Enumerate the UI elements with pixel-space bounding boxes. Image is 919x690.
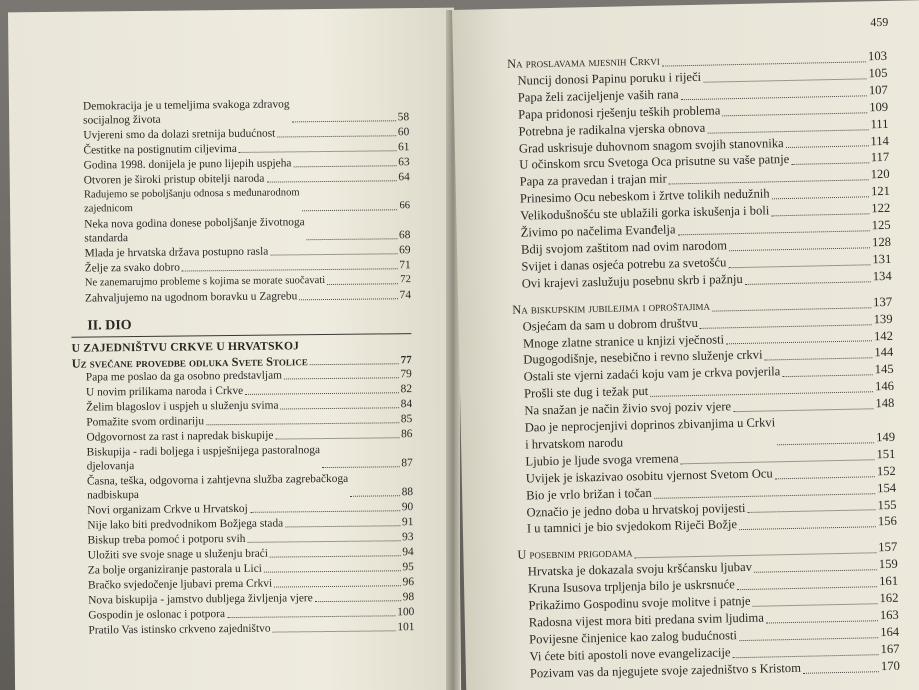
- toc-entry-page: 161: [879, 573, 899, 589]
- toc-entry-title: Želje za svako dobro: [84, 261, 180, 275]
- toc-entry-page: 144: [874, 345, 894, 360]
- toc-leader: [302, 209, 398, 211]
- toc-entry-page: 71: [399, 259, 411, 272]
- toc-leader: [782, 374, 872, 377]
- toc-leader: [285, 525, 400, 527]
- toc-leader: [239, 150, 396, 153]
- toc-entry-title: U novim prilikama naroda i Crkve: [85, 384, 244, 399]
- toc-leader: [270, 253, 397, 255]
- toc-leader: [766, 620, 878, 623]
- toc-entry-page: 139: [873, 311, 893, 326]
- toc-entry-page: 60: [397, 126, 410, 139]
- toc-entry-page: 63: [398, 156, 410, 169]
- toc-entry-page: 100: [397, 606, 415, 619]
- toc-entry-title: U očinskom srcu Svetoga Oca prisutne su vaše patnje: [519, 152, 790, 173]
- toc-entry-title: Radosna vijest mora biti predana svim ljudima: [528, 610, 764, 630]
- toc-entry-title: Bio je vrlo brižan i točan: [526, 485, 652, 503]
- toc-entry-title: Papa me poslao da ga osobno predstavljam: [85, 369, 283, 384]
- toc-leader: [299, 298, 397, 300]
- toc-entry-page: 162: [879, 590, 899, 606]
- toc-leader: [315, 600, 401, 602]
- toc-leader: [245, 392, 398, 395]
- toc-leader: [739, 527, 876, 531]
- toc-leader: [786, 146, 869, 149]
- toc-leader: [281, 407, 399, 409]
- toc-entry-title: Biskupija - radi boljega i uspješnijega pastoralnoga djelovanja: [86, 444, 321, 473]
- toc-leader: [247, 540, 400, 543]
- toc-entry-title: Pratilo Vas istinsko crkveno zajedništvo: [88, 622, 271, 637]
- toc-entry-title: Označio je jedno doba u hrvatskoj povijesti: [526, 500, 746, 520]
- toc-entry-title: Na biskupskim jubilejima i oproštajima: [512, 298, 711, 317]
- toc-leader: [739, 637, 878, 641]
- toc-entry-title: Prinesimo Ocu nebeskom i žrtve tolikih nedužnih: [519, 186, 770, 206]
- toc-entry-page: 146: [874, 379, 895, 394]
- toc-entry-page: 164: [880, 624, 900, 640]
- toc-entry-title: Otvoren je široki pristup obitelji naroda: [83, 172, 265, 187]
- toc-entry: [70, 214, 410, 246]
- toc-leader: [307, 238, 397, 240]
- toc-entry-page: 109: [869, 99, 889, 115]
- toc-entry-page: 84: [400, 398, 413, 411]
- toc-leader: [293, 165, 396, 167]
- toc-entry-title: Bdij svojom zaštitom nad ovim narodom: [520, 238, 728, 257]
- toc-entry-title: Dugogodišnje, nesebično i revno služenje crkvi: [523, 347, 763, 367]
- toc-entry-title: Ovi krajevi zaslužuju posebnu skrb i pažnju: [521, 271, 743, 291]
- toc-entry-title: Na snažan je način živio svoj poziv vjere: [524, 399, 732, 418]
- toc-leader: [275, 437, 399, 439]
- toc-entry-page: 58: [397, 111, 410, 124]
- toc-entry-title: Prikažimo Gospodinu svoje molitve i patnje: [528, 593, 751, 613]
- toc-leader: [745, 281, 871, 285]
- toc-entry-page: 151: [876, 446, 896, 462]
- toc-entry-page: 61: [397, 141, 410, 154]
- toc-entry-page: 163: [879, 607, 899, 623]
- toc-entry-page: 72: [400, 274, 411, 286]
- toc-leader: [728, 264, 870, 268]
- toc-entry-title: Osjećam da sam u dobrom društvu: [522, 315, 698, 334]
- toc-entry-page: 87: [401, 457, 413, 470]
- toc-leader: [266, 180, 396, 182]
- toc-entry-page: 103: [867, 48, 888, 64]
- toc-entry-page: 157: [878, 540, 898, 555]
- toc-entry-title: Godina 1998. donijela je puno lijepih uspjeha: [83, 157, 292, 172]
- toc-entry-page: 90: [401, 501, 414, 514]
- toc-entry-title: Odgovornost za rast i napredak biskupije: [86, 429, 274, 444]
- toc-entry-page: 111: [870, 116, 889, 131]
- toc-leader: [350, 495, 399, 497]
- page-number: 459: [870, 14, 889, 30]
- toc-entry-title: Kruna Isusova trpljenja bilo je uskrsnuće: [527, 577, 735, 596]
- toc-leader: [227, 615, 395, 618]
- toc-entry: [73, 471, 413, 503]
- toc-entry-title: Mlada je hrvatska država postupno rasla: [84, 245, 269, 260]
- toc-entry-page: 122: [871, 201, 891, 216]
- toc-entry-page: 152: [876, 463, 896, 478]
- toc-entry-title: Grad uskrisuje duhovnom snagom svojih stanovnika: [518, 135, 784, 156]
- toc-entry-title: Ostali ste vjerni zadaći koju vam je crkva povjerila: [523, 364, 781, 384]
- toc-entry-title: Za bolje organiziranje pastorala u Lici: [87, 562, 262, 577]
- left-page: [8, 8, 461, 690]
- toc-leader: [273, 630, 396, 632]
- toc-leader: [722, 112, 867, 116]
- toc-entry-title: Uvijek je iskazivao osobitu vjernost Svetom Ocu: [525, 466, 773, 486]
- toc-entry-title: Dao je neprocjenjivi doprinos zbivanjima u Crkvi i hrvatskom narodu: [524, 415, 776, 452]
- toc-entry-title: Nuncij donosi Papinu poruku i riječi: [517, 69, 702, 88]
- toc-entry-page: 128: [871, 234, 892, 250]
- toc-leader: [270, 555, 400, 557]
- toc-list-bottom: [72, 367, 415, 639]
- toc-leader: [772, 196, 869, 199]
- toc-entry-title: Zahvaljujemo na ugodnom boravku u Zagrebu: [84, 290, 298, 305]
- toc-entry-title: Živimo po načelima Evanđelja: [520, 222, 676, 240]
- toc-entry-page: 121: [870, 184, 891, 199]
- toc-entry-title: Uvjereni smo da dolazi sretnija budućnost: [83, 127, 276, 142]
- toc-leader: [729, 247, 870, 251]
- toc-entry-title: Na proslavama mjesnih Crkvi: [506, 53, 660, 71]
- toc-entry-page: 79: [400, 368, 412, 381]
- toc-entry-title: Hrvatska je dokazala svoju kršćansku ljubav: [527, 560, 753, 579]
- toc-entry-title: Ljubio je ljude svoga vremena: [525, 451, 679, 469]
- toc-entry-title: Novi organizam Crkve u Hrvatskoj: [87, 502, 248, 517]
- toc-entry-page: 68: [398, 229, 411, 242]
- toc-leader: [182, 268, 397, 271]
- toc-entry-title: Potrebna je radikalna vjerska obnova: [518, 120, 706, 139]
- toc-entry-page: 117: [870, 150, 890, 165]
- toc-entry-title: Gospodin je oslonac i potpora: [88, 608, 226, 622]
- toc-entry-title: Vi ćete biti apostoli nove evangelizacije: [529, 645, 731, 664]
- toc-leader: [791, 163, 869, 166]
- toc-list-top: [69, 96, 411, 307]
- toc-entry-title: Prošli ste dug i težak put: [523, 384, 649, 401]
- toc-list-right: [507, 48, 900, 682]
- toc-entry-page: 101: [397, 621, 415, 634]
- toc-entry-page: 155: [877, 497, 897, 512]
- toc-leader: [274, 585, 401, 587]
- toc-entry-title: Nova biskupija - jamstvo dubljega življenja vjere: [88, 592, 313, 607]
- toc-entry-title: Neka nova godina donese poboljšanje životnoga standarda: [84, 216, 305, 245]
- toc-leader: [733, 654, 879, 658]
- toc-entry-page: 159: [878, 557, 898, 572]
- toc-entry-page: 148: [875, 395, 895, 411]
- toc-entry-title: Papa pridonosi rješenju teških problema: [518, 103, 721, 122]
- toc-leader: [292, 120, 396, 122]
- toc-entry-page: 105: [868, 65, 888, 81]
- toc-entry: [69, 96, 409, 128]
- toc-entry-title: Pomažite svom ordinariju: [86, 415, 205, 429]
- toc-entry-page: 137: [872, 294, 893, 309]
- toc-leader: [327, 283, 398, 285]
- part-heading: II. DIO: [87, 318, 132, 334]
- toc-entry-title: Radujemo se poboljšanju odnosa s međunarodnom zajednicom: [83, 187, 300, 215]
- toc-entry-page: 82: [400, 383, 413, 396]
- toc-leader: [733, 408, 873, 412]
- toc-leader: [322, 466, 399, 468]
- toc-entry-page: 95: [402, 561, 414, 574]
- toc-entry-page: 120: [870, 167, 890, 182]
- toc-entry-title: Demokracija je u temeljima svakoga zdravog socijalnog života: [82, 98, 290, 127]
- toc-entry-title: Želim blagoslov i uspjeh u služenju svima: [86, 399, 279, 414]
- toc-entry-page: 134: [872, 268, 892, 284]
- toc-leader: [206, 422, 399, 425]
- toc-entry: [73, 442, 413, 474]
- toc-entry-title: Bračko svjedočenje ljubavi prema Crkvi: [87, 577, 273, 592]
- toc-entry-page: 86: [400, 428, 413, 441]
- toc-entry-title: Papa želi zacijeljenje vaših rana: [517, 87, 679, 105]
- toc-entry-page: 131: [872, 251, 892, 267]
- toc-leader: [754, 569, 877, 573]
- toc-entry-page: 149: [876, 429, 896, 445]
- toc-leader: [775, 476, 875, 479]
- toc-entry-title: I u tamnici je bio svjedokom Riječi Božje: [526, 517, 738, 537]
- toc-leader: [250, 510, 400, 513]
- toc-leader: [765, 358, 873, 361]
- toc-entry-title: Papa za pravedan i trajan mir: [519, 171, 667, 189]
- toc-entry-page: 74: [399, 289, 412, 302]
- toc-entry-page: 93: [402, 531, 414, 544]
- toc-leader: [310, 363, 399, 365]
- toc-entry-page: 107: [868, 82, 888, 98]
- toc-entry-title: Povijesne činjenice kao zalog budućnosti: [529, 628, 738, 647]
- toc-entry-title: Velikodušnošću ste ublažili gorka iskušenja i boli: [520, 203, 770, 223]
- toc-entry-title: Uložiti sve svoje snage u služenju braći: [87, 547, 269, 562]
- toc-leader: [803, 671, 879, 674]
- toc-entry-page: 142: [873, 328, 894, 343]
- toc-entry-page: 64: [398, 171, 410, 184]
- toc-leader: [284, 377, 398, 379]
- toc-entry-page: 145: [874, 362, 894, 377]
- toc-entry-page: 125: [871, 217, 891, 233]
- toc-leader: [264, 570, 401, 572]
- toc-entry-page: 94: [402, 546, 414, 559]
- toc-entry-title: Pozivam vas da njegujete svoje zajedništvo s Kristom: [529, 660, 802, 681]
- toc-entry-title: Časna, teška, odgovorna i zahtjevna služba zagrebačkoga nadbiskupa: [86, 472, 349, 502]
- toc-entry-page: 167: [880, 641, 900, 656]
- toc-entry-page: 114: [870, 133, 889, 148]
- toc-entry-page: 154: [877, 480, 897, 495]
- toc-entry-title: Svijet i danas osjeća potrebu za svetošću: [521, 255, 727, 274]
- toc-leader: [778, 442, 875, 445]
- toc-entry-page: 66: [399, 200, 411, 212]
- toc-leader: [771, 213, 869, 216]
- toc-entry-page: 96: [402, 576, 415, 589]
- toc-entry-title: Ne zanemarujmo probleme s kojima se morate suočavati: [84, 275, 326, 289]
- toc-section-page: 77: [400, 354, 412, 367]
- toc-entry-page: 170: [880, 658, 900, 673]
- toc-entry-title: Čestitke na postignutim ciljevima: [83, 142, 237, 157]
- toc-entry-title: Biskup treba pomoć i potporu svih: [87, 532, 246, 547]
- toc-entry-page: 156: [877, 514, 897, 529]
- toc-entry-title: U posebnim prigodama: [517, 545, 633, 563]
- toc-section-title: Uz svečane provedbe odluka Svete Stolice: [71, 354, 308, 371]
- toc-entry-page: 69: [399, 244, 411, 257]
- toc-leader: [748, 510, 876, 514]
- toc-entry-title: Nije lako biti predvodnikom Božjega stada: [87, 517, 284, 532]
- toc-entry-page: 85: [400, 413, 413, 426]
- toc-entry-page: 91: [401, 516, 414, 529]
- toc-entry-page: 88: [401, 486, 414, 499]
- part-subheading: U ZAJEDNIŠTVU CRKVE U HRVATSKOJ: [71, 339, 300, 355]
- toc-leader: [753, 603, 878, 607]
- right-page: [452, 0, 919, 690]
- toc-entry: [70, 185, 410, 217]
- toc-leader: [737, 586, 877, 590]
- toc-leader: [277, 135, 396, 137]
- toc-entry-page: 98: [402, 591, 415, 604]
- toc-entry-title: Mnoge zlatne stranice u knjizi vječnosti: [522, 331, 725, 351]
